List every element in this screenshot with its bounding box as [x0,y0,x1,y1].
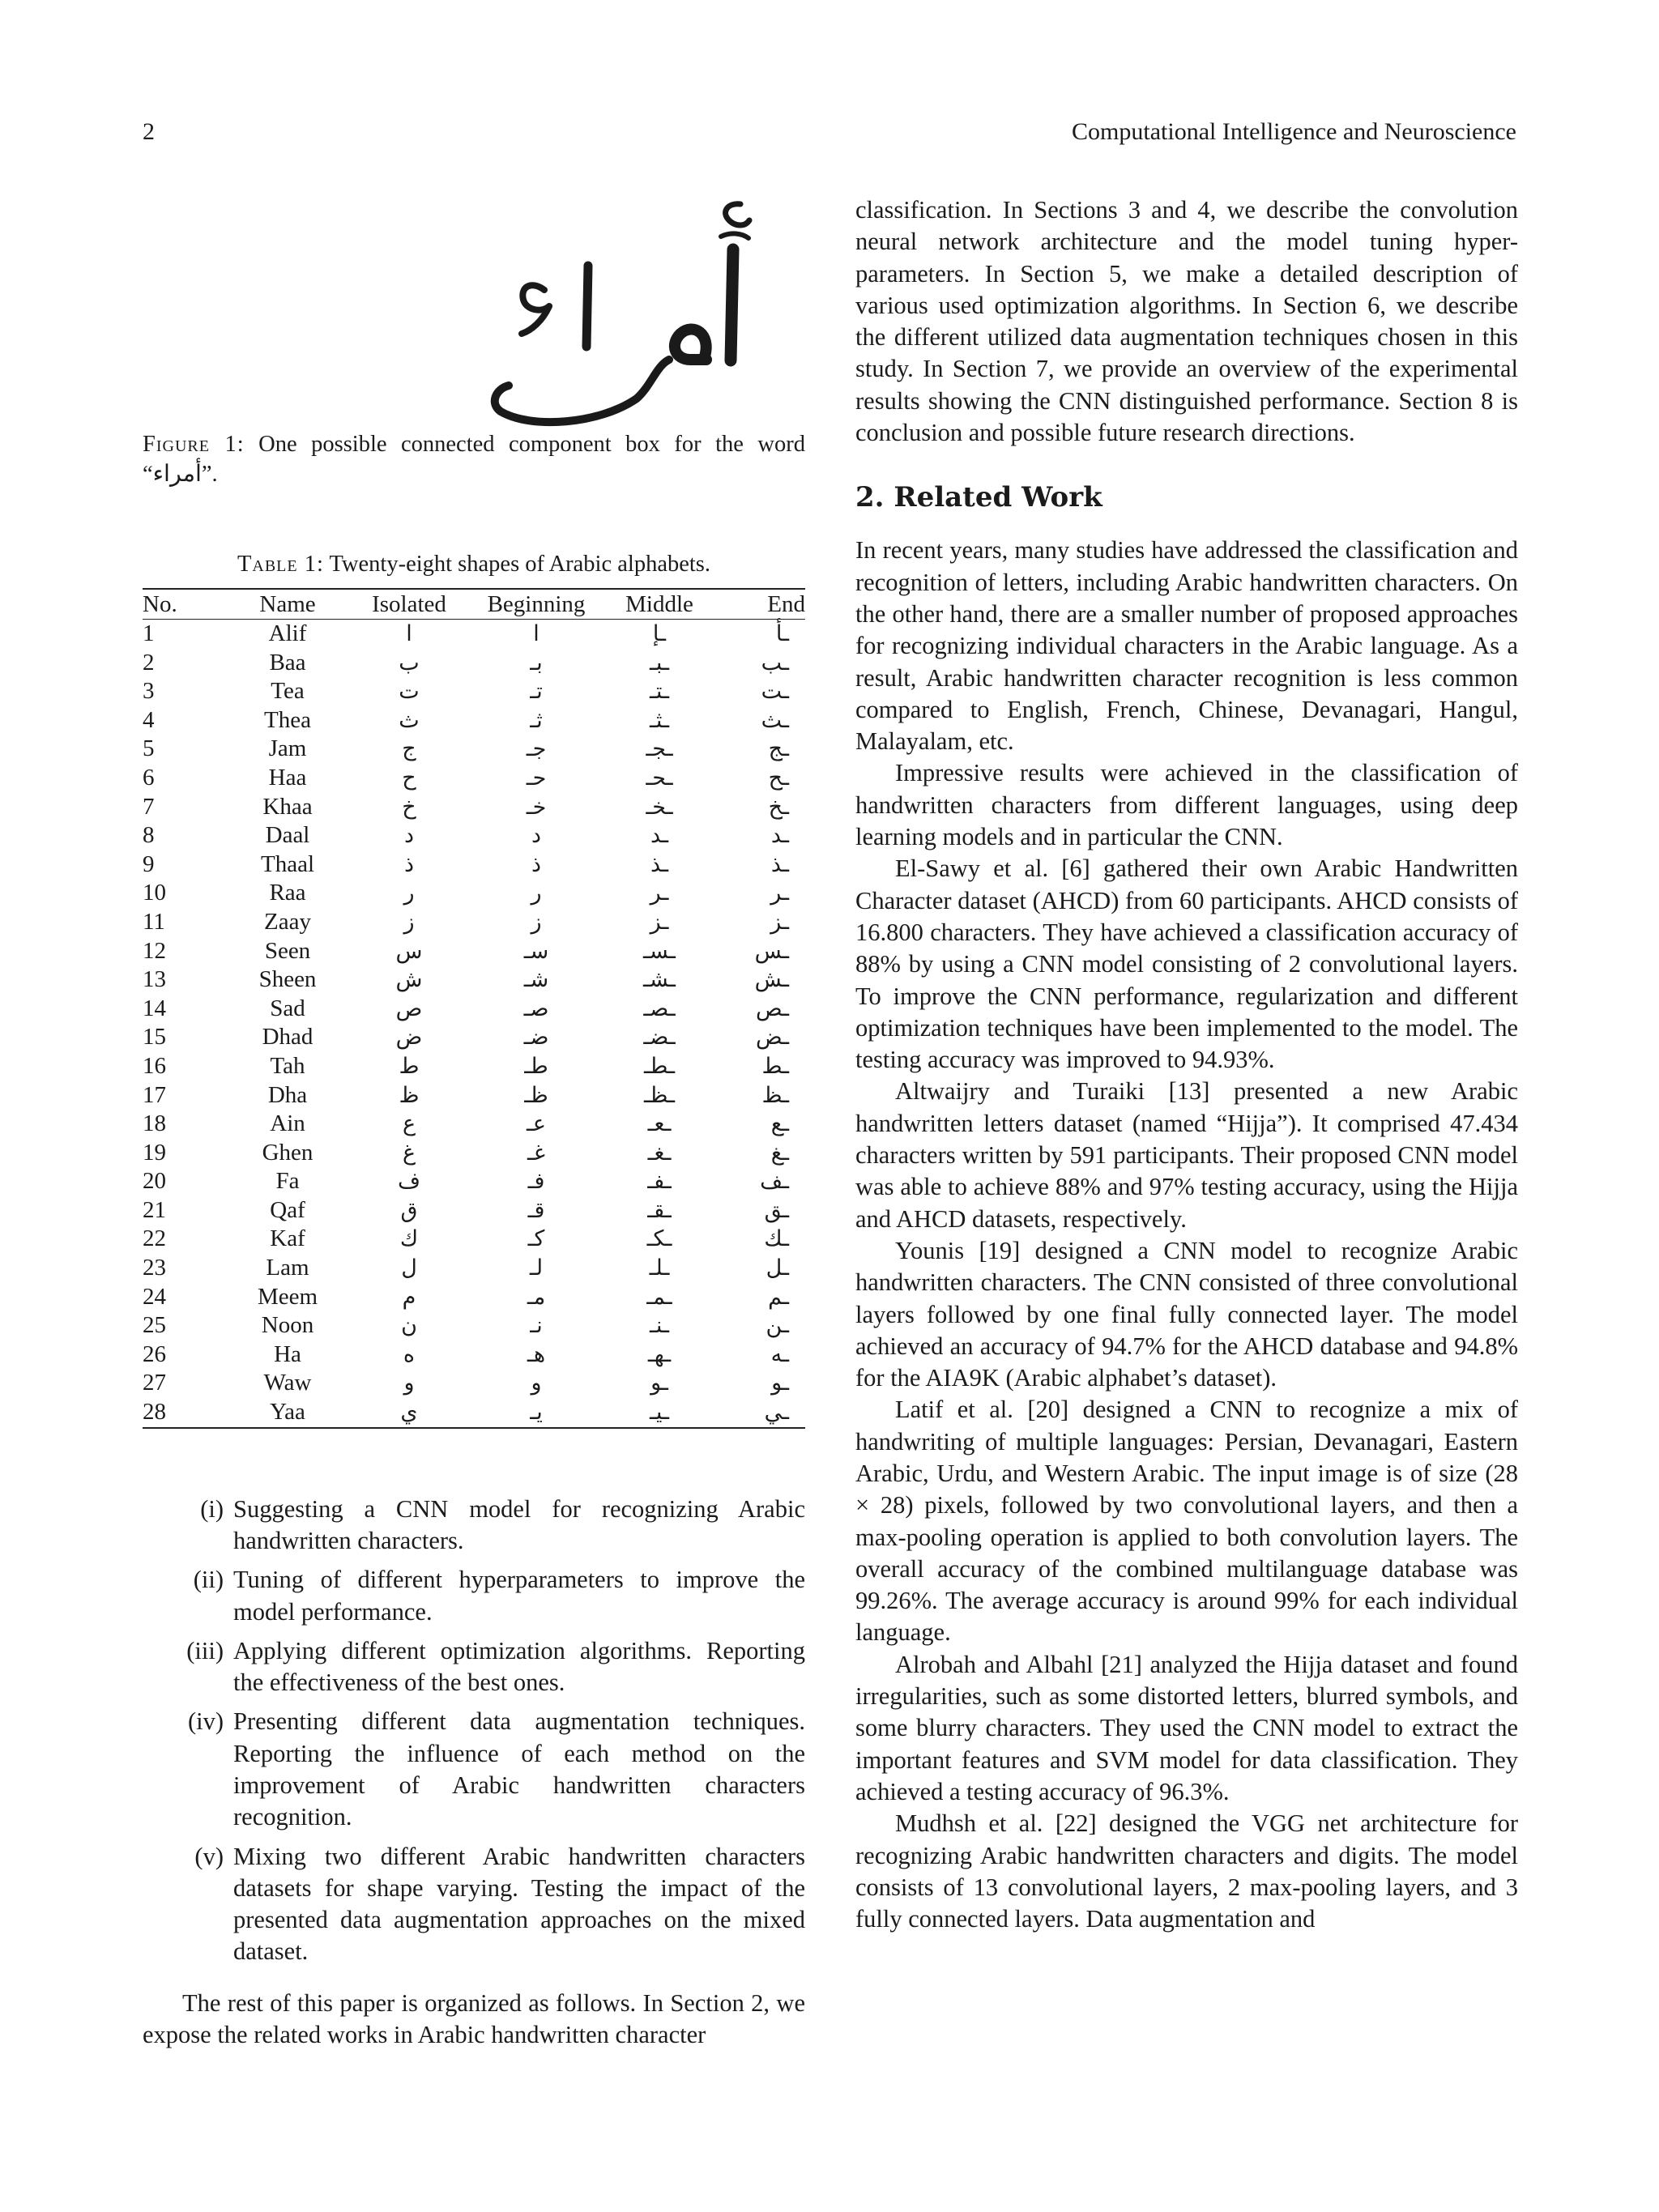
table-cell: ـنـ [650,1313,669,1339]
table-cell: ـهـ [647,1341,672,1367]
table-cell: Kaf [270,1225,305,1252]
table-cell: لـ [529,1255,544,1281]
table-cell: 10 [143,880,166,906]
table-cell: ـغـ [647,1140,672,1166]
table-cell: م [402,1284,416,1310]
table-cell: و [403,1370,415,1396]
table-cell: ـخـ [646,794,673,820]
figure-1 [143,194,805,429]
table-cell: غ [402,1140,416,1166]
table-cell: تـ [530,679,543,705]
table-cell: د [531,823,542,849]
table-cell: Tah [270,1052,305,1079]
table-cell: خـ [526,794,547,820]
table-cell: ضـ [523,1025,549,1051]
table-row [143,764,805,793]
table-cell: 28 [143,1398,227,1428]
table-cell: ـثـ [650,707,669,733]
table-cell: ر [531,880,542,906]
table-caption-text: Twenty-eight shapes of Arabic alphabets. [329,552,711,577]
table-cell: Jam [268,735,307,762]
paragraph: Younis [19] designed a CNN model to recognize Arabic handwritten characters. The CNN consisted of three convolutional layers followed by one final fully connected layer. The model achieved an accuracy of 94.7% for the AHCD database and 94.8% for the AIA9K (Arabic alphabet’s dataset). [855,1236,1518,1392]
table-cell: ذ [531,851,542,877]
table-cell: صـ [523,995,549,1021]
table-cell: 21 [143,1196,166,1223]
table-cell: ـر [650,880,669,906]
table-cell: Noon [261,1312,314,1339]
table-cell: 7 [143,793,155,820]
table-cell: ض [395,1025,423,1051]
table-cell: ـم [768,1284,789,1310]
table-row [143,1110,805,1139]
table-cell: Khaa [262,793,313,820]
table-cell: Yaa [227,1398,348,1428]
table-cell: ص [395,995,423,1021]
table-cell: ـك [764,1226,789,1252]
table-row [143,1311,805,1340]
table-cell: ش [395,967,423,993]
table-cell: Ain [270,1110,305,1137]
table-cell: سـ [523,938,549,964]
table-cell: ـد [770,823,789,849]
table-cell: 19 [143,1139,166,1166]
table-cell: ـحـ [646,765,673,791]
table-cell: ـح [768,765,789,791]
table-cell: 5 [143,735,155,762]
table-cell: ر [403,880,415,906]
list-item [143,1706,805,1833]
list-item [143,1841,805,1968]
table-cell: ز [531,909,542,935]
table-cell: س [395,938,423,964]
table-cell: ـت [761,679,789,705]
table-cell: Thea [264,706,311,733]
table-cell: ه [403,1341,416,1367]
table-cell: ـظـ [644,1082,675,1108]
table-cell: 8 [143,822,155,849]
table-cell: ـه [770,1341,789,1367]
table-cell: ح [402,765,416,791]
table-row [143,908,805,937]
table-cell: ـيـ [603,1398,716,1428]
table-cell: 9 [143,850,155,877]
table-cell: ـمـ [646,1284,672,1310]
table-cell: ـس [754,938,789,964]
paragraph: Impressive results were achieved in the classification of handwritten characters from different languages, using deep learning models and in particular the CNN. [855,759,1518,851]
table-cell: ـن [766,1313,789,1339]
table-row [143,1254,805,1283]
table-cell: ذ [403,851,415,877]
paragraph: Altwaijry and Turaiki [13] presented a new Arabic handwritten letters dataset (named “Hijja”). It comprised 47.434 characters written by 591 participants. Their proposed CNN model was able to achieve 88% and 97% testing accuracy, using the Hijja and AHCD datasets, respectively. [855,1077,1518,1233]
table-cell: ق [400,1197,418,1223]
table-cell: 23 [143,1255,166,1281]
table-row [143,1340,805,1370]
table-cell: 16 [143,1052,166,1079]
table-cell: Daal [265,822,310,849]
list-item-number: (iii) [186,1636,224,1664]
table-row [143,1023,805,1052]
table-cell: ـأ [775,621,789,646]
table-row [143,677,805,706]
list-item-number: (v) [194,1842,224,1870]
table-cell: 2 [143,649,155,676]
table-cell: ـفـ [647,1169,672,1195]
column-header: Isolated [348,589,470,620]
table-cell: ـسـ [643,938,676,964]
table-cell: ظ [399,1082,420,1108]
table-cell: فـ [527,1169,545,1195]
table-cell: ـط [761,1053,789,1079]
table-cell: ز [403,909,415,935]
table-cell: ـكـ [646,1226,672,1252]
table-cell: ـو [771,1370,789,1396]
table-row [143,649,805,678]
list-item-text: Tuning of different hyperparameters to improve the model performance. [233,1566,805,1626]
table-body [143,620,805,1428]
table-cell: Sad [270,995,305,1021]
table-cell: 24 [143,1283,166,1310]
table-row [143,735,805,764]
table-cell: هـ [527,1341,546,1367]
table-row [143,850,805,880]
table-cell: ـغ [770,1140,789,1166]
table-cell: بـ [530,650,543,676]
table-cell: Meem [257,1283,318,1310]
table-cell: نـ [530,1313,543,1339]
table-row [143,1369,805,1398]
table-cell: ـض [756,1025,789,1051]
list-item [143,1494,805,1558]
table-cell: ـف [760,1169,789,1195]
table-cell: ـق [764,1197,789,1223]
table-cell: 17 [143,1081,166,1108]
table-cell: ـشـ [643,967,676,993]
contributions-list [143,1494,805,1968]
table-cell: يـ [470,1398,603,1428]
table-row [143,1196,805,1225]
table-cell: 11 [143,908,165,935]
table-cell: Baa [269,649,306,676]
paragraph: Alrobah and Albahl [21] analyzed the Hijja dataset and found irregularities, such as some distorted letters, blurred symbols, and some blurry characters. They used the CNN model to extract the important features and SVM model for data classification. They achieved a testing accuracy of 96.3%. [855,1650,1518,1805]
section-body [855,535,1518,1935]
list-item-text: Applying different optimization algorithms. Reporting the effectiveness of the best ones. [233,1636,805,1697]
table-cell: شـ [523,967,549,993]
table-cell: ـبـ [650,650,669,676]
table-cell: ـظ [761,1082,789,1108]
paragraph: The rest of this paper is organized as follows. In Section 2, we expose the related works in Arabic handwritten character [143,1988,805,2049]
table-cell: Dhad [262,1024,313,1051]
table-cell: ج [402,736,416,762]
table-cell: و [531,1370,542,1396]
table-row [143,1081,805,1110]
table-cell: 4 [143,706,155,733]
table-cell: Tea [271,678,305,705]
table-cell: ـر [770,880,789,906]
table-cell: ن [401,1313,417,1339]
table-cell: 12 [143,937,166,964]
table-cell: 20 [143,1168,166,1195]
table-cell: ي [348,1398,470,1428]
table-cell: ـصـ [643,995,676,1021]
table-cell: د [403,823,415,849]
list-item-number: (ii) [193,1566,224,1594]
table-cell: ف [398,1169,420,1195]
table-cell: 1 [143,620,155,646]
paragraph: Mudhsh et al. [22] designed the VGG net architecture for recognizing Arabic handwritten characters and digits. The model consists of 13 convolutional layers, 2 max-pooling layers, and 3 fully connected layers. Data augmentation and [855,1809,1518,1933]
list-item-number: (i) [200,1494,224,1523]
left-column [143,194,805,2051]
table-cell: طـ [524,1053,548,1079]
column-header: Name [227,589,348,620]
table-row [143,965,805,995]
table-cell: ب [399,650,420,676]
table-cell: ـطـ [644,1053,675,1079]
column-header: Beginning [470,589,603,620]
table-cell: جـ [526,736,547,762]
table-cell: Raa [269,880,306,906]
table-cell: ـب [761,650,789,676]
table-cell: ـذ [770,851,789,877]
table-cell: 13 [143,966,166,993]
table-cell: Waw [263,1370,312,1396]
table-cell: 3 [143,678,155,705]
table-cell: Ghen [262,1139,313,1166]
list-item-text: Presenting different data augmentation techniques. Reporting the influence of each method on the improvement of Arabic handwritten characters recognition. [233,1707,805,1831]
column-header: No. [143,589,227,620]
table-cell: عـ [526,1111,547,1137]
table-row [143,1225,805,1254]
table-row [143,620,805,649]
table-cell: ـقـ [647,1197,672,1223]
table-cell: ـش [754,967,789,993]
table-cell: ت [399,679,420,705]
table-cell: ـج [768,736,789,762]
table-label: Table 1: [237,552,324,577]
figure-caption-text: One possible connected component box for the word “أمراء”. [143,432,806,487]
table-cell: ـذ [650,851,669,877]
table-row [143,879,805,908]
table-cell: ـعـ [647,1111,672,1137]
table-row [143,1167,805,1196]
table-cell: ثـ [530,707,543,733]
table-cell: Seen [264,937,311,964]
table-cell: ط [399,1053,420,1079]
list-item-text: Suggesting a CNN model for recognizing Arabic handwritten characters. [233,1494,805,1554]
table-cell: 26 [143,1340,166,1367]
table-cell: ـث [761,707,789,733]
table-cell: Thaal [260,850,314,877]
table-cell: كـ [527,1226,545,1252]
table-cell: Qaf [270,1196,305,1223]
table-cell: ـضـ [643,1025,676,1051]
table-cell: ـص [756,995,789,1021]
table-cell: حـ [526,765,547,791]
table-cell: ـز [650,909,669,935]
table-cell: Sheen [258,966,317,993]
section-heading: 2. Related Work [855,481,1102,514]
page-number: 2 [143,118,155,145]
table-cell: ـلـ [649,1255,670,1281]
table-cell: ـتـ [650,679,669,705]
paragraph: In recent years, many studies have addressed the classification and recognition of letters, including Arabic handwritten characters. On the other hand, there are a smaller number of proposed approaches for recognizing individual characters in the Arabic language. As a result, Arabic handwritten character recognition is less common compared to English, French, Chinese, Devanagari, Hangul, Malayalam, etc. [855,536,1518,756]
table-cell: Alif [268,620,307,646]
table-cell: 18 [143,1110,166,1137]
table-cell: 22 [143,1225,166,1252]
table-row [143,995,805,1024]
list-item [143,1564,805,1628]
list-item-text: Mixing two different Arabic handwritten characters datasets for shape varying. Testing the impact of the presented data augmentation approaches on the mixed dataset. [233,1842,805,1966]
table-cell: ـو [650,1370,668,1396]
table-cell: 15 [143,1024,166,1051]
table-cell: ـل [766,1255,789,1281]
table-cell: 6 [143,764,155,791]
table-header-row [143,589,805,620]
figure-label: Figure 1: [143,432,245,457]
handwritten-word-image [454,194,778,429]
table-cell: ك [399,1226,419,1252]
paragraph: classification. In Sections 3 and 4, we describe the convolution neural network architecture and the model tuning hyper-parameters. In Section 5, we make a detailed description of various used optimization algorithms. In Section 6, we describe the different utilized data augmentation techniques chosen in this study. In Section 7, we provide an overview of the experimental results showing the CNN distinguished performance. Section 8 is conclusion and possible future research directions. [855,196,1518,447]
table-caption [143,551,805,578]
list-item [143,1635,805,1699]
table-cell: ـي [716,1398,805,1428]
table-row [143,1052,805,1081]
table-row [143,1139,805,1168]
paragraph: Latif et al. [20] designed a CNN to recognize a mix of handwriting of multiple languages: Persian, Devanagari, Eastern Arabic, Urdu, and Western Arabic. The input image is of size (28 × 28) pixels, followed by two convolutional layers, and then a max-pooling operation is applied to both convolution layers. The overall accuracy of the combined multilanguage database was 99.26%. The average accuracy is around 99% for each individual language. [855,1396,1518,1647]
table-row [143,1398,805,1428]
table-row [143,706,805,735]
table-cell: Fa [275,1168,300,1195]
table-row [143,821,805,850]
list-item-number: (iv) [187,1707,224,1736]
table-row [143,793,805,822]
table-cell: 14 [143,995,166,1021]
figure-caption [143,429,805,489]
table-cell: ـع [770,1111,789,1137]
arabic-alphabet-table [143,588,805,1429]
table-cell: ـخ [768,794,789,820]
table-cell: ا [406,621,412,646]
table-cell: مـ [527,1284,546,1310]
table-cell: قـ [527,1197,545,1223]
table-cell: غـ [527,1140,546,1166]
table-cell: ل [401,1255,417,1281]
table-cell: ـجـ [646,736,673,762]
table-cell: Haa [268,764,307,791]
table-cell: 27 [143,1370,166,1396]
table-cell: خ [402,794,416,820]
table-cell: ظـ [524,1082,548,1108]
table-cell: ـإ [652,621,667,646]
table-cell: Lam [266,1255,309,1281]
column-header: End [716,589,805,620]
table-cell: Dha [267,1081,308,1108]
table-cell: Zaay [264,908,311,935]
running-header: Computational Intelligence and Neuroscience [1072,118,1516,145]
table-cell: ا [533,621,539,646]
table-cell: 25 [143,1312,166,1339]
table-cell: ـز [770,909,789,935]
table-row [143,1283,805,1312]
right-column [855,194,1518,1935]
table-row [143,937,805,966]
table-cell: ع [402,1111,416,1137]
table-cell: Ha [274,1340,301,1367]
paragraph: El-Sawy et al. [6] gathered their own Arabic Handwritten Character dataset (AHCD) from 60 participants. AHCD consists of 16.800 characters. They have achieved a classification accuracy of 88% by using a CNN model consisting of 2 convolutional layers. To improve the CNN performance, regularization and different optimization techniques have been implemented to the model. The testing accuracy was improved to 94.93%. [855,855,1518,1074]
column-header: Middle [603,589,716,620]
table-cell: ث [399,707,420,733]
table-cell: ـد [650,823,669,849]
